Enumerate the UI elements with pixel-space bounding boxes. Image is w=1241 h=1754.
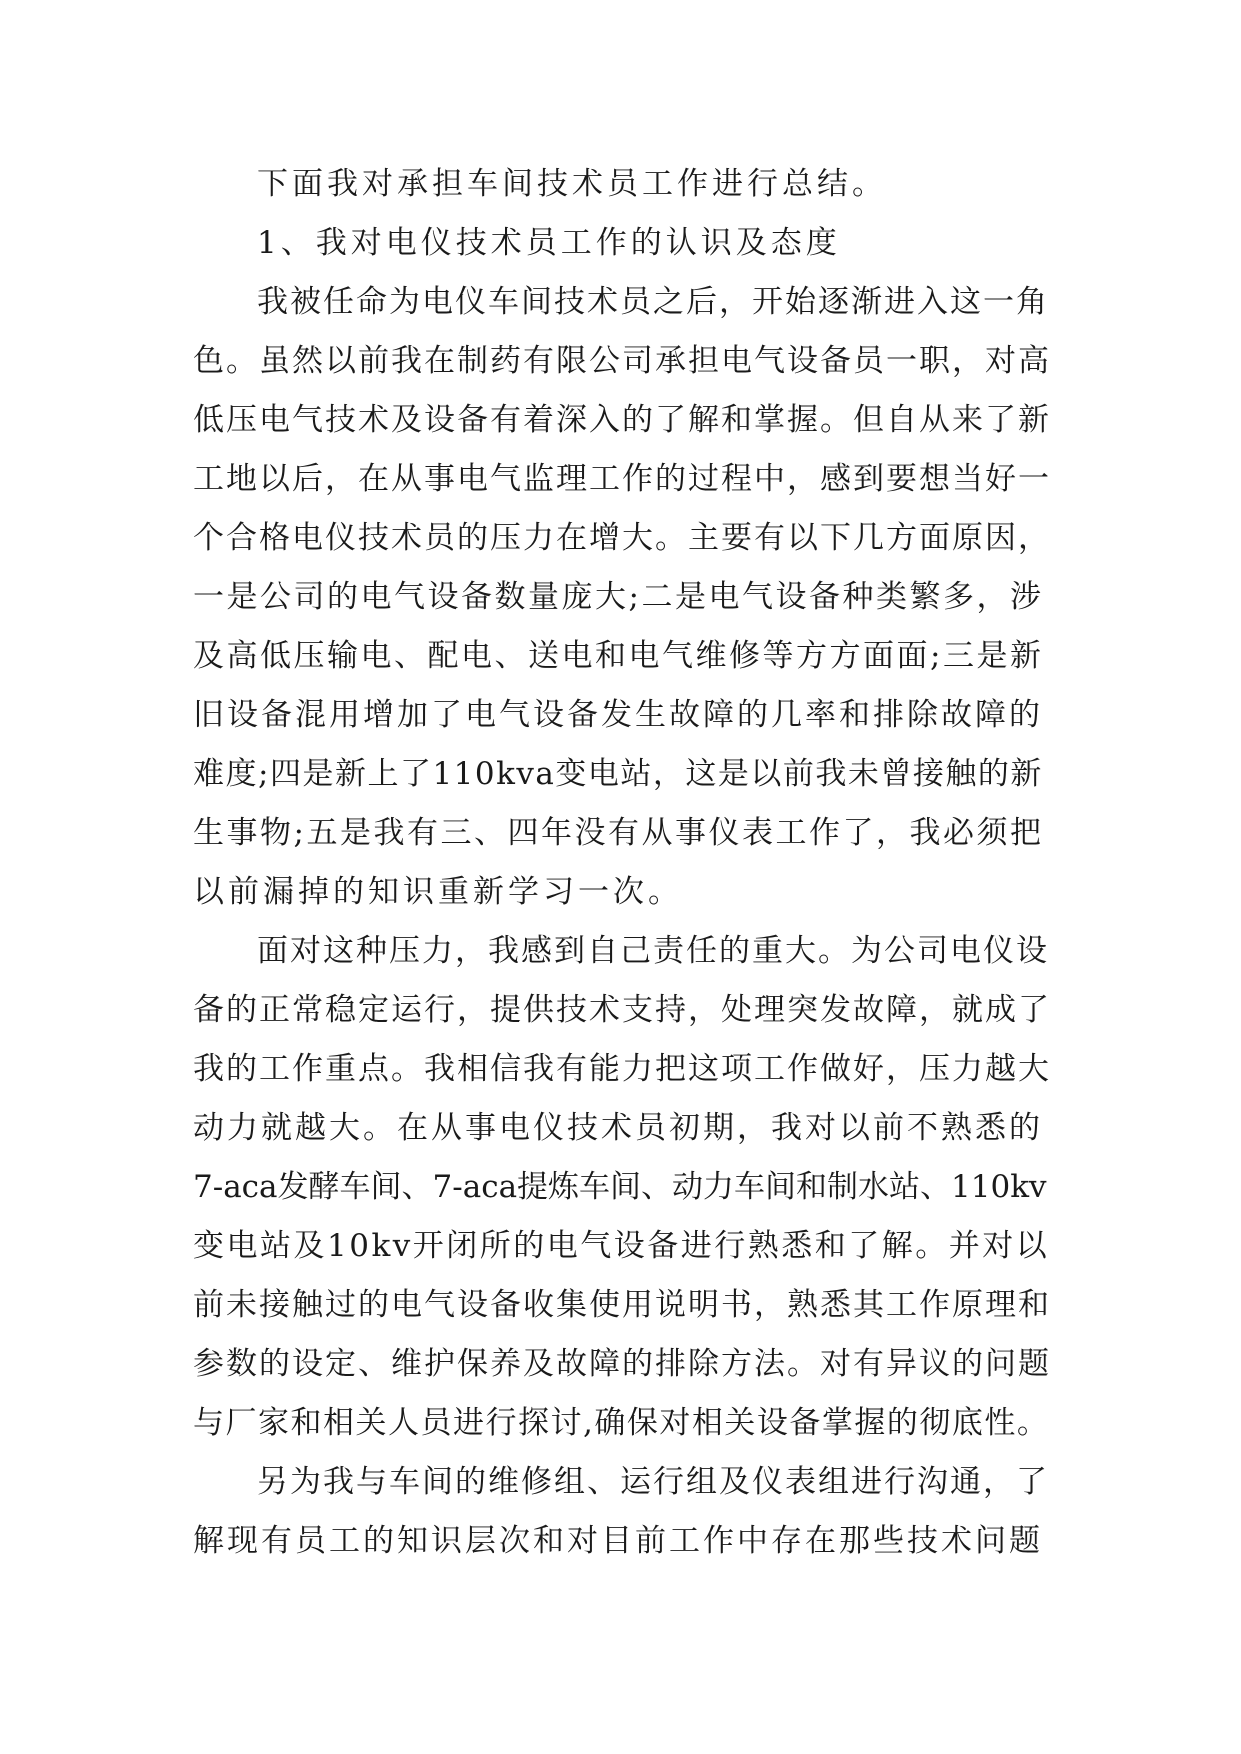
text-line: 下面我对承担车间技术员工作进行总结。	[257, 166, 887, 202]
text-line: 解现有员工的知识层次和对目前工作中存在那些技术问题	[193, 1523, 1043, 1559]
text-line: 参数的设定、维护保养及故障的排除方法。对有异议的问题	[193, 1346, 1051, 1382]
text-line: 一是公司的电气设备数量庞大;二是电气设备种类繁多，涉	[193, 579, 1044, 615]
text-line: 前未接触过的电气设备收集使用说明书，熟悉其工作原理和	[193, 1287, 1051, 1323]
text-line: 难度;四是新上了110kva变电站，这是以前我未曾接触的新	[193, 756, 1043, 792]
text-line: 7-aca发酵车间、7-aca提炼车间、动力车间和制水站、110kv	[193, 1169, 1047, 1205]
text-line: 以前漏掉的知识重新学习一次。	[193, 874, 683, 910]
text-line: 1、我对电仪技术员工作的认识及态度	[257, 225, 841, 261]
text-line: 我的工作重点。我相信我有能力把这项工作做好，压力越大	[193, 1051, 1051, 1087]
text-line: 低压电气技术及设备有着深入的了解和掌握。但自从来了新	[193, 402, 1051, 438]
text-line: 个合格电仪技术员的压力在增大。主要有以下几方面原因，	[193, 520, 1051, 556]
text-line: 备的正常稳定运行，提供技术支持，处理突发故障，就成了	[193, 992, 1051, 1028]
text-line: 另为我与车间的维修组、运行组及仪表组进行沟通，了	[257, 1464, 1049, 1500]
text-line: 与厂家和相关人员进行探讨,确保对相关设备掌握的彻底性。	[193, 1405, 1050, 1441]
text-line: 我被任命为电仪车间技术员之后，开始逐渐进入这一角	[257, 284, 1049, 320]
text-line: 动力就越大。在从事电仪技术员初期，我对以前不熟悉的	[193, 1110, 1043, 1146]
text-line: 面对这种压力，我感到自己责任的重大。为公司电仪设	[257, 933, 1049, 969]
text-line: 色。虽然以前我在制药有限公司承担电气设备员一职，对高	[193, 343, 1051, 379]
text-line: 旧设备混用增加了电气设备发生故障的几率和排除故障的	[193, 697, 1043, 733]
text-line: 生事物;五是我有三、四年没有从事仪表工作了，我必须把	[193, 815, 1044, 851]
text-line: 及高低压输电、配电、送电和电气维修等方方面面;三是新	[193, 638, 1044, 674]
document-body	[193, 155, 1053, 1571]
text-line: 工地以后，在从事电气监理工作的过程中，感到要想当好一	[193, 461, 1051, 497]
text-line: 变电站及10kv开闭所的电气设备进行熟悉和了解。并对以	[193, 1228, 1050, 1264]
